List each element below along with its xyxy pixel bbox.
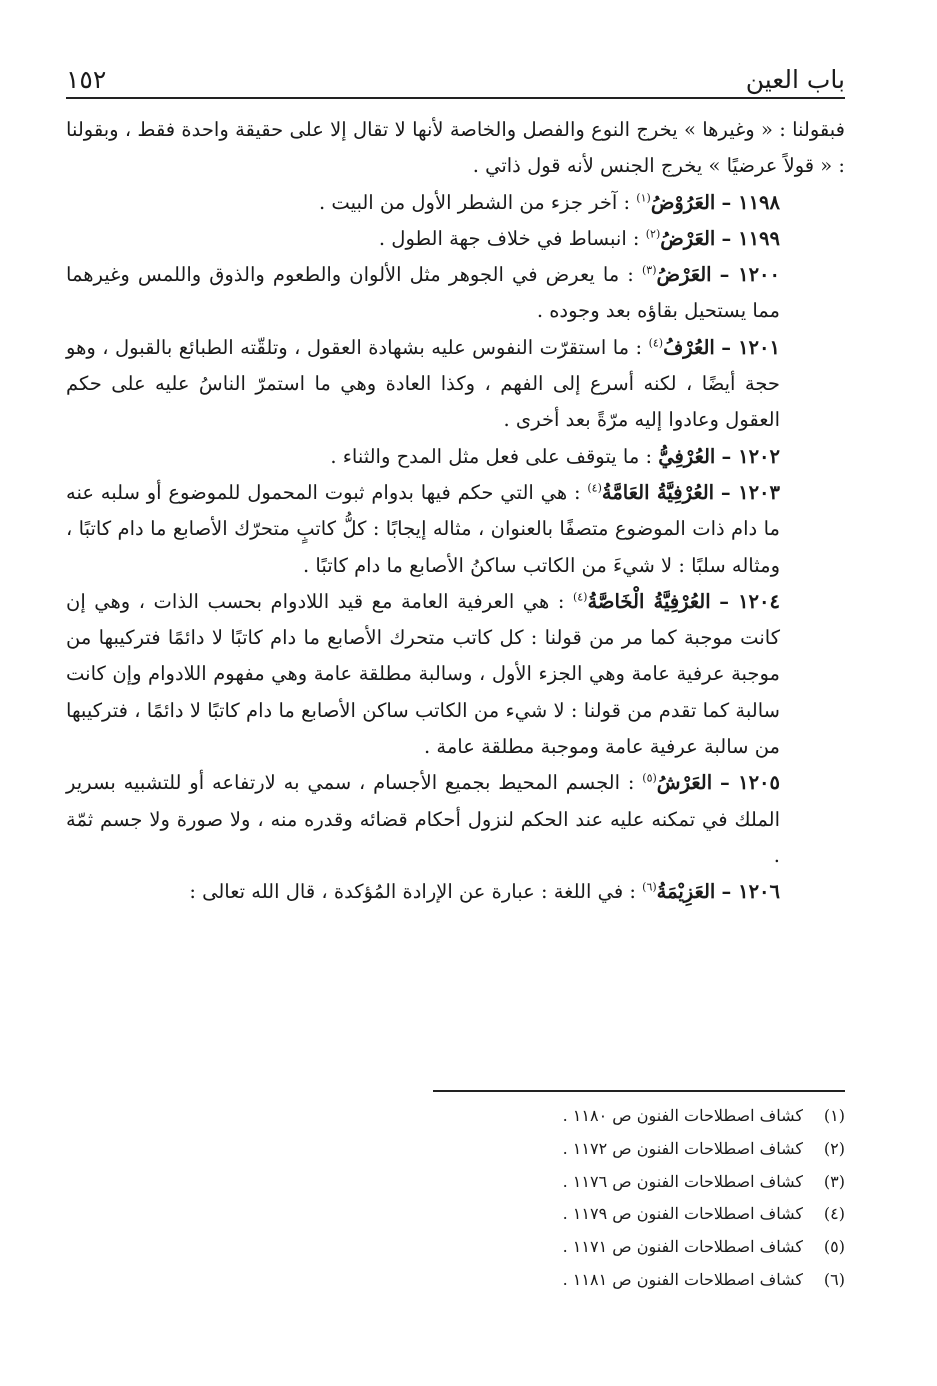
entry-definition: : في اللغة : عبارة عن الإرادة المُؤكدة ، قال الله تعالى : <box>189 880 636 904</box>
footnote-item <box>345 1166 845 1199</box>
body-text <box>66 112 845 911</box>
entry-1200 <box>66 257 845 330</box>
footnote-number: (١) <box>823 1106 845 1125</box>
entry-1203 <box>66 475 845 584</box>
entry-definition: : هي العرفية العامة مع قيد اللادوام بحسب الذات ، وهي إن كانت موجبة كما مر من قولنا : كل كاتب متحرك الأصابع ما دام كاتبًا لا دائمًا فتركيبها من موجبة عرفية عامة وهي الجزء الأول ، وسالبة مطلقة عامة وهي مفهوم اللادوام وإن كانت سالبة كما تقدم من قولنا : لا شيء من الكاتب ساكن الأصابع ما دام كاتبًا لا دائمًا ، فتركيبها من سالبة عرفية عامة وموجبة مطلقة عامة . <box>66 589 780 759</box>
footnote-text: كشاف اصطلاحات الفنون ص ١١٨١ . <box>562 1269 803 1289</box>
footnote-text: كشاف اصطلاحات الفنون ص ١١٨٠ . <box>562 1106 803 1125</box>
footnote-mark: (٤) <box>587 481 602 495</box>
entry-1206 <box>66 874 845 910</box>
footnote-number: (٣) <box>823 1171 845 1191</box>
footnote-item <box>345 1100 845 1133</box>
footnote-mark: (١) <box>636 191 651 205</box>
footnote-text: كشاف اصطلاحات الفنون ص ١١٧٦ . <box>562 1171 803 1191</box>
footnote-number: (٦) <box>823 1269 845 1289</box>
paragraph-intro: فبقولنا : « وغيرها » يخرج النوع والفصل والخاصة لأنها لا تقال إلا على حقيقة واحدة فقط ، وبقولنا : « قولاً عرضيًا » يخرج الجنس لأنه قول ذاتي . <box>66 118 845 178</box>
footnote-mark: (٤) <box>572 590 588 604</box>
entry-term: العَرْشُ <box>656 771 713 795</box>
entry-number: ١٢٠٠ – <box>719 263 780 287</box>
running-header <box>66 56 845 96</box>
entry-term: العَرْضُ <box>656 263 712 287</box>
footnote-number: (٢) <box>823 1138 845 1158</box>
entry-number: ١١٩٩ – <box>721 226 780 250</box>
entry-1205 <box>66 765 845 874</box>
chapter-title: باب العين <box>745 65 845 94</box>
entry-number: ١٢٠١ – <box>721 335 780 359</box>
entry-number: ١٢٠٣ – <box>720 480 780 504</box>
entry-1201 <box>66 330 845 439</box>
entry-number: ١٢٠٥ – <box>719 771 781 795</box>
entry-number: ١٢٠٤ – <box>719 589 780 613</box>
footnote-mark: (٥) <box>642 771 657 785</box>
entry-term: العُرْفِيَّةُ العَامَّةُ <box>601 480 715 504</box>
footnote-text: كشاف اصطلاحات الفنون ص ١١٧٩ . <box>562 1204 803 1224</box>
entry-term: العَرْضُ <box>660 226 716 250</box>
entry-term: العُرْفِيُّ <box>658 444 716 468</box>
entry-definition: : آخر جزء من الشطر الأول من البيت . <box>319 190 631 214</box>
footnote-mark: (٤) <box>648 336 664 350</box>
footnote-item <box>345 1231 845 1264</box>
entry-definition: : ما استقرّت النفوس عليه بشهادة العقول ، وتلقّته الطبائع بالقبول ، وهو حجة أيضًا ، لكنه أسرع إلى الفهم ، وكذا العادة وهي ما استمرّ الناسُ عليه على حكم العقول وعادوا إليه مرّةً بعد أخرى . <box>66 335 780 432</box>
footnote-text: كشاف اصطلاحات الفنون ص ١١٧٢ . <box>562 1138 803 1158</box>
footnote-number: (٥) <box>823 1237 845 1257</box>
entry-term: العَزِيْمَةُ <box>656 880 716 904</box>
footnote-text: كشاف اصطلاحات الفنون ص ١١٧١ . <box>562 1237 803 1257</box>
footnote-item <box>345 1198 845 1231</box>
entry-term: العَرُوْضُ <box>650 190 716 214</box>
footnote-item <box>345 1264 845 1297</box>
entry-term: العُرْفُ <box>663 335 715 359</box>
footnotes-list <box>345 1100 845 1297</box>
entry-1202 <box>66 439 845 475</box>
entry-number: ١٢٠٦ – <box>721 880 780 904</box>
entry-number: ١٢٠٢ – <box>721 444 780 468</box>
entry-definition: : هي التي حكم فيها بدوام ثبوت المحمول للموضوع أو سلبه عنه ما دام ذات الموضوع متصفًا بالعنوان ، مثاله إيجابًا : كلُّ كاتبٍ متحرّك الأصابع ما دام كاتبًا ، ومثاله سلبًا : لا شيءَ من الكاتب ساكنُ الأصابع ما دام كاتبًا . <box>66 480 780 577</box>
entry-term: العُرْفِيَّةُ الْخَاصَّةُ <box>587 589 711 613</box>
entry-1198 <box>66 185 845 221</box>
entry-1204 <box>66 584 845 765</box>
entry-definition: : انبساط في خلاف جهة الطول . <box>378 226 640 250</box>
footnote-rule <box>433 1090 845 1092</box>
entry-1199 <box>66 221 845 257</box>
entry-definition: : ما يعرض في الجوهر مثل الألوان والطعوم والذوق واللمس وغيرهما مما يستحيل بقاؤه بعد وجوده . <box>66 263 780 323</box>
header-rule <box>66 97 845 99</box>
footnote-mark: (٢) <box>645 227 661 241</box>
footnote-item <box>345 1133 845 1166</box>
entry-definition: : الجسم المحيط بجميع الأجسام ، سمي به لارتفاعه أو للتشبيه بسرير الملك في تمكنه عليه عند الحكم لنزول أحكام قضائه وقدره منه ، ولا صورة ولا جسم ثمّة . <box>66 771 780 867</box>
footnote-mark: (٣) <box>641 263 657 277</box>
footnote-mark: (٦) <box>642 880 657 894</box>
entry-number: ١١٩٨ – <box>721 190 780 214</box>
footnote-number: (٤) <box>823 1204 845 1224</box>
entry-definition: : ما يتوقف على فعل مثل المدح والثناء . <box>330 444 653 468</box>
page-number: ١٥٢ <box>66 65 107 94</box>
